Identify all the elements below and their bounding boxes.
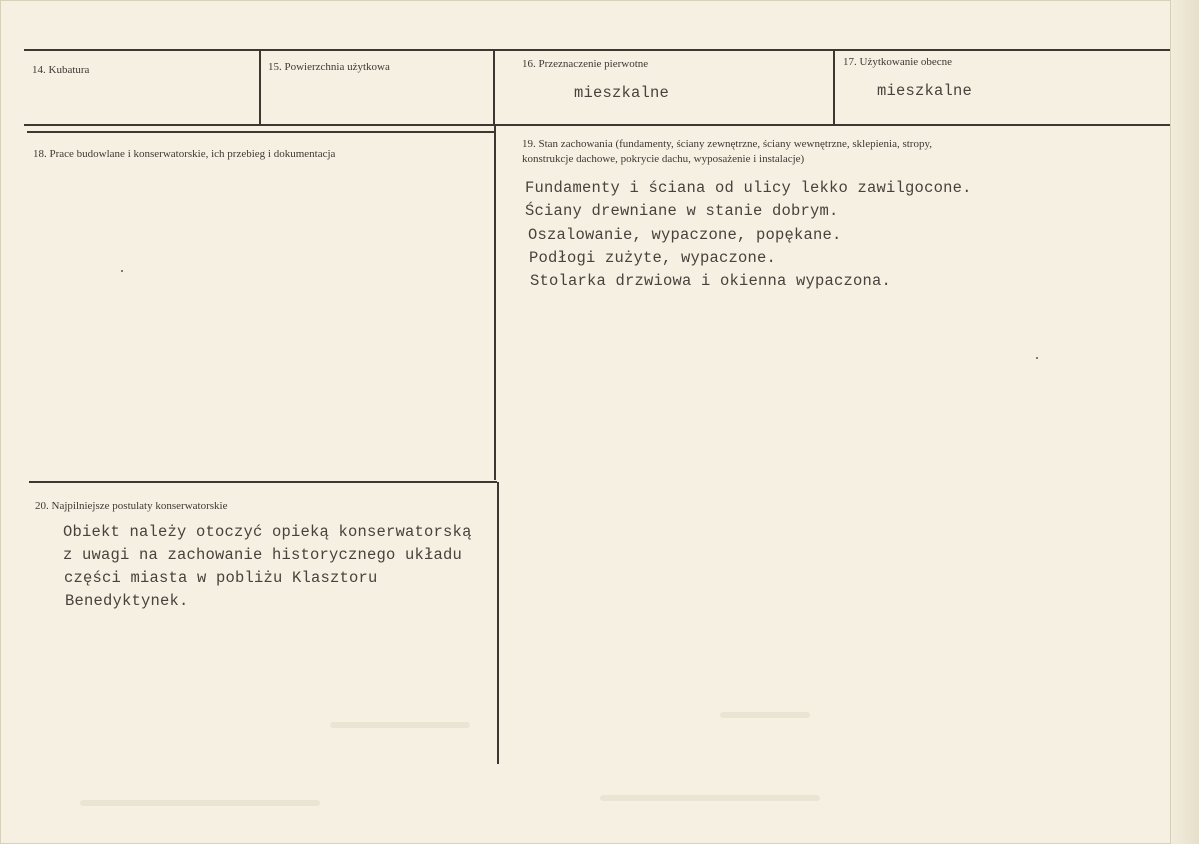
uzytkowanie-label: 17. Użytkowanie obecne bbox=[843, 56, 953, 68]
przeznaczenie-label: 16. Przeznaczenie pierwotne bbox=[522, 58, 649, 70]
powierzchnia-label: 15. Powierzchnia użytkowa bbox=[268, 61, 390, 73]
row2-divider-rule bbox=[27, 131, 495, 133]
main-vertical-divider bbox=[494, 126, 496, 480]
stan-line-4: Podłogi zużyte, wypaczone. bbox=[529, 249, 777, 267]
postulaty-label: 20. Najpilniejsze postulaty konserwatorskie bbox=[35, 500, 228, 512]
postulaty-line-2: z uwagi na zachowanie historycznego układu bbox=[63, 546, 463, 564]
stan-line-5: Stolarka drzwiowa i okienna wypaczona. bbox=[530, 272, 892, 290]
bleed-through-mark bbox=[720, 712, 810, 718]
col-divider-1 bbox=[259, 50, 261, 125]
stan-zachowania-label-2: konstrukcje dachowe, pokrycie dachu, wyposażenie i instalacje) bbox=[522, 153, 805, 165]
kubatura-label: 14. Kubatura bbox=[32, 64, 90, 76]
uzytkowanie-value: mieszkalne bbox=[877, 82, 973, 100]
stan-line-1: Fundamenty i ściana od ulicy lekko zawilgocone. bbox=[525, 179, 972, 197]
top-rule bbox=[24, 49, 1173, 51]
postulaty-line-4: Benedyktynek. bbox=[65, 592, 189, 610]
bleed-through-mark bbox=[600, 795, 820, 801]
row1-bottom-rule bbox=[24, 124, 1173, 126]
paper-edge bbox=[1170, 0, 1199, 844]
col-divider-3 bbox=[833, 50, 835, 125]
postulaty-line-3: części miasta w pobliżu Klasztoru bbox=[64, 569, 378, 587]
ink-speck bbox=[121, 270, 123, 272]
bleed-through-mark bbox=[330, 722, 470, 728]
przeznaczenie-value: mieszkalne bbox=[574, 84, 670, 102]
stan-line-2: Ściany drewniane w stanie dobrym. bbox=[525, 202, 839, 220]
postulaty-line-1: Obiekt należy otoczyć opieką konserwatorską bbox=[63, 523, 472, 541]
section20-top-rule bbox=[29, 481, 497, 483]
stan-line-3: Oszalowanie, wypaczone, popękane. bbox=[528, 226, 842, 244]
col-divider-2 bbox=[493, 50, 495, 125]
bleed-through-mark bbox=[80, 800, 320, 806]
main-vertical-divider-lower bbox=[497, 482, 499, 764]
stan-zachowania-label-1: 19. Stan zachowania (fundamenty, ściany zewnętrzne, ściany wewnętrzne, sklepienia, stropy, bbox=[522, 138, 933, 150]
prace-budowlane-label: 18. Prace budowlane i konserwatorskie, ich przebieg i dokumentacja bbox=[33, 148, 336, 160]
ink-speck bbox=[1036, 357, 1038, 359]
